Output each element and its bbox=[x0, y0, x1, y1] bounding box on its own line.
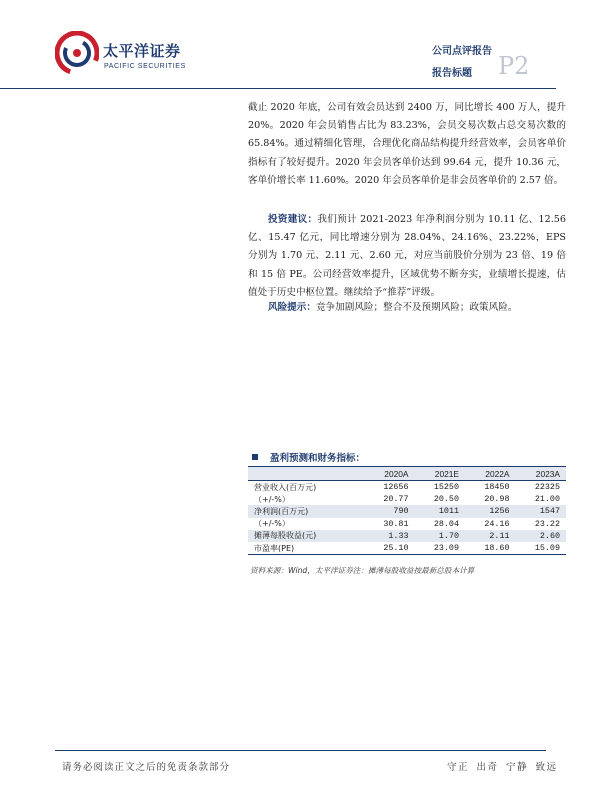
table-row bbox=[248, 530, 566, 542]
table-header-cell bbox=[248, 467, 364, 481]
table-cell: 23.22 bbox=[534, 518, 560, 529]
table-cell: 28.04 bbox=[433, 518, 459, 529]
table-source-note: 资料来源：Wind，太平洋证券注：摊薄每股收益按最新总股本计算 bbox=[250, 566, 475, 575]
table-header-row bbox=[248, 467, 566, 481]
table-row bbox=[248, 493, 566, 505]
investment-advice-label: 投资建议： bbox=[268, 214, 318, 225]
investment-advice-paragraph bbox=[248, 211, 566, 302]
table-cell: 1.70 bbox=[415, 530, 466, 542]
table-title-text: 盈利预测和财务指标： bbox=[270, 453, 366, 464]
table-row bbox=[248, 518, 566, 530]
table-cell: 25.10 bbox=[364, 542, 415, 555]
table-cell: 2.11 bbox=[465, 530, 516, 542]
table-cell: 1256 bbox=[465, 505, 516, 517]
table-cell: 15250 bbox=[433, 482, 459, 493]
table-header-cell: 2021E bbox=[415, 467, 466, 481]
row-label: 市盈率(PE) bbox=[248, 542, 364, 555]
report-title: 报告标题 bbox=[432, 68, 472, 79]
row-label: 摊薄每股收益(元) bbox=[248, 530, 364, 542]
table-cell: 1.33 bbox=[364, 530, 415, 542]
risk-warning-label: 风险提示： bbox=[268, 302, 316, 313]
brand-name-en: PACIFIC SECURITIES bbox=[104, 63, 186, 70]
footer-disclaimer: 请务必阅读正文之后的免责条款部分 bbox=[62, 762, 231, 773]
table-row bbox=[248, 542, 566, 555]
report-type: 公司点评报告 bbox=[432, 46, 492, 57]
table-cell: 18450 bbox=[484, 482, 510, 493]
brand-name-cn: 太平洋证券 bbox=[103, 42, 181, 60]
row-label: （+/-%） bbox=[254, 519, 290, 529]
table-cell: 15.09 bbox=[516, 542, 567, 555]
table-header-cell: 2023A bbox=[516, 467, 567, 481]
risk-warning-text: 竞争加剧风险；整合不及预期风险；政策风险。 bbox=[315, 302, 518, 313]
table-cell: 30.81 bbox=[383, 518, 409, 529]
table-header-cell: 2020A bbox=[364, 467, 415, 481]
row-label: 净利润(百万元) bbox=[248, 505, 364, 517]
table-cell: 22325 bbox=[534, 482, 560, 493]
table-cell: 790 bbox=[364, 505, 415, 517]
table-row bbox=[248, 505, 566, 517]
table-cell: 1011 bbox=[415, 505, 466, 517]
financial-forecast-table bbox=[248, 466, 566, 555]
table-header-cell: 2022A bbox=[465, 467, 516, 481]
investment-advice-text: 我们预计 2021-2023 年净利润分别为 10.11 亿、12.56 亿、15.47 亿元，同比增速分别为 28.04%、24.16%、23.22%，EPS 分别为 1.70 元、2.11 元、2.60 元，对应当前股价分别为 23 倍、19 倍和 15 倍 PE。公司经营效率提升，区域优势不断夯实，业绩增长提速，估值处于历史中枢位置。继续给予“推荐”评级。 bbox=[248, 214, 566, 298]
table-row bbox=[248, 481, 566, 494]
table-cell: 21.00 bbox=[534, 494, 560, 505]
table-cell: 18.60 bbox=[465, 542, 516, 555]
table-cell: 20.50 bbox=[433, 494, 459, 505]
membership-paragraph: 截止 2020 年底，公司有效会员达到 2400 万，同比增长 400 万人，提升 20%。2020 年会员销售占比为 83.23%，会员交易次数占总交易次数的 65.84%。通过精细化管理，合理优化商品结构提升经营效率，会员客单价指标有了较好提升。2020 年会员客单价达到 99.64 元，提升 10.36 元，客单价增长率 11.60%。2020 年会员客单价是非会员客单价的 2.57 倍。 bbox=[248, 102, 566, 186]
table-cell: 20.77 bbox=[383, 494, 409, 505]
table-cell: 24.16 bbox=[484, 518, 510, 529]
footer-divider bbox=[55, 750, 546, 751]
row-label: （+/-%） bbox=[254, 494, 290, 504]
risk-warning-paragraph bbox=[248, 299, 566, 317]
table-cell: 20.98 bbox=[484, 494, 510, 505]
row-label: 营业收入(百万元) bbox=[254, 482, 317, 492]
header-divider bbox=[0, 88, 556, 89]
page-number: P2 bbox=[498, 52, 530, 80]
table-cell: 23.09 bbox=[415, 542, 466, 555]
footer-motto: 守正 出奇 宁静 致远 bbox=[447, 762, 558, 773]
square-bullet-icon bbox=[252, 454, 258, 460]
table-cell: 1547 bbox=[516, 505, 567, 517]
table-cell: 12656 bbox=[383, 482, 409, 493]
table-title bbox=[252, 450, 365, 464]
pacific-securities-logo bbox=[55, 31, 99, 75]
table-cell: 2.60 bbox=[516, 530, 567, 542]
